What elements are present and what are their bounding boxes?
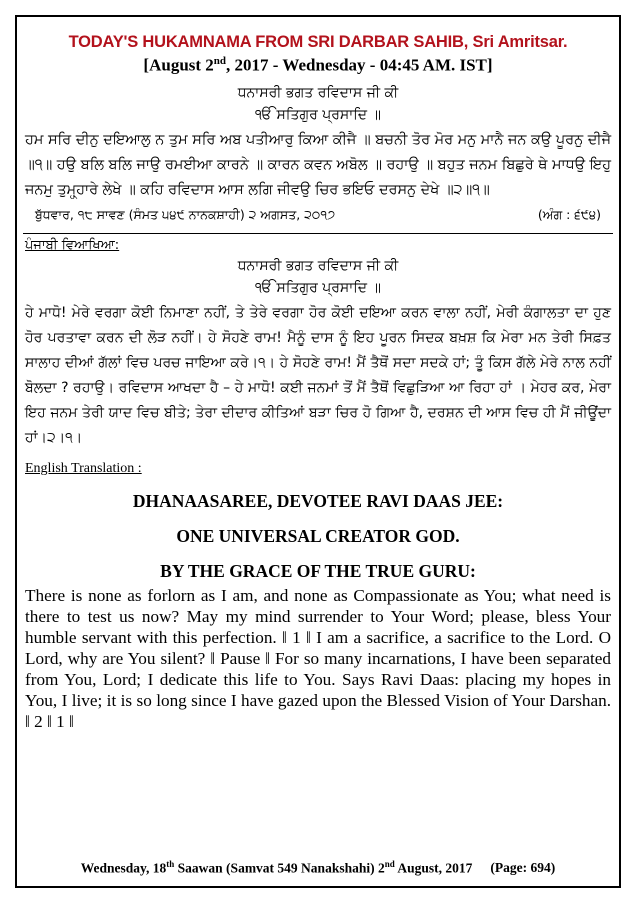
gurbani-mool-line: ੴ ਸਤਿਗੁਰ ਪ੍ਰਸਾਦਿ ॥: [255, 106, 381, 123]
english-heading-raag: DHANAASAREE, DEVOTEE RAVI DAAS JEE:: [132, 490, 504, 511]
footer-tail: August, 2017: [394, 860, 473, 875]
footer-day-suffix: th: [166, 858, 175, 869]
header-date-prefix: [August 2: [143, 55, 214, 75]
footer-day-prefix: Wednesday, 18: [80, 860, 167, 875]
footer-date: [17, 859, 619, 877]
footer-middle: Saawan (Samvat 549 Nanakshahi) 2: [174, 860, 385, 875]
vyakhya-raag-line: ਧਨਾਸਰੀ ਭਗਤ ਰਵਿਦਾਸ ਜੀ ਕੀ: [237, 257, 399, 274]
gurbani-text: ਹਮ ਸਰਿ ਦੀਨੁ ਦਇਆਲੁ ਨ ਤੁਮ ਸਰਿ ਅਬ ਪਤੀਆਰੁ ਕਿਆ ਕੀਜੈ ॥ ਬਚਨੀ ਤੋਰ ਮੋਰ ਮਨੁ ਮਾਨੈ ਜਨ ਕਉ ਪੂਰਨੁ ਦੀਜੈ ॥੧॥ ਹਉ ਬਲਿ ਬਲਿ ਜਾਉ ਰਮਈਆ ਕਾਰਨੇ ॥ ਕਾਰਨ ਕਵਨ ਅਬੋਲ ॥ ਰਹਾਉ ॥ ਬਹੁਤ ਜਨਮ ਬਿਛੁਰੇ ਥੇ ਮਾਧਉ ਇਹੁ ਜਨਮੁ ਤੁਮ੍ਹ੍ਹਾਰੇ ਲੇਖੇ ॥ ਕਹਿ ਰਵਿਦਾਸ ਆਸ ਲਗਿ ਜੀਵਉ ਚਿਰ ਭਇਓ ਦਰਸਨੁ ਦੇਖੇ ॥੨॥੧॥: [25, 131, 611, 198]
english-translation-text: There is none as forlorn as I am, and none as Compassionate as You; what need is there to test us now? May my mind surrender to Your Word; please, bless Your humble servant with this perfection. ‖ 1 ‖ I am a sacrifice, a sacrifice to the Lord. O Lord, why are You silent? ‖ Pause ‖ For so many incarnations, I have been separated from You, Lord; I dedicate this life to You. Says Ravi Daas: placing my hopes in You, I live; it is so long since I have gazed upon the Blessed Vision of Your Darshan. ‖ 2 ‖ 1 ‖: [25, 585, 611, 731]
header-date: [17, 55, 619, 76]
english-heading-creator: ONE UNIVERSAL CREATOR GOD.: [176, 525, 460, 546]
header-date-suffix: nd: [213, 55, 227, 67]
ang-reference: (ਅੰਗ : ੬੯੪): [537, 206, 601, 222]
vyakhya-mool-line: ੴ ਸਤਿਗੁਰ ਪ੍ਰਸਾਦਿ ॥: [255, 279, 381, 296]
header-date-rest: , 2017 - Wednesday - 04:45 AM. IST]: [226, 55, 493, 75]
footer-page-reference: (Page: 694): [490, 860, 556, 875]
punjabi-vyakhya-text: ਹੇ ਮਾਧੋ! ਮੇਰੇ ਵਰਗਾ ਕੋਈ ਨਿਮਾਣਾ ਨਹੀਂ, ਤੇ ਤੇਰੇ ਵਰਗਾ ਹੋਰ ਕੋਈ ਦਇਆ ਕਰਨ ਵਾਲਾ ਨਹੀਂ, ਮੇਰੀ ਕੰਗਾਲਤਾ ਦਾ ਹੁਣ ਹੋਰ ਪਰਤਾਵਾ ਕਰਨ ਦੀ ਲੋੜ ਨਹੀਂ। ਹੇ ਸੋਹਣੇ ਰਾਮ! ਮੈਨੂੰ ਦਾਸ ਨੂੰ ਇਹ ਪੂਰਨ ਸਿਦਕ ਬਖ਼ਸ਼ ਕਿ ਮੇਰਾ ਮਨ ਤੇਰੀ ਸਿਫ਼ਤ ਸਾਲਾਹ ਦੀਆਂ ਗੱਲਾਂ ਵਿਚ ਪਰਚ ਜਾਇਆ ਕਰੇ।੧। ਹੇ ਸੋਹਣੇ ਰਾਮ! ਮੈਂ ਤੈਥੋਂ ਸਦਾ ਸਦਕੇ ਹਾਂ; ਤੂੰ ਕਿਸ ਗੱਲੇ ਮੇਰੇ ਨਾਲ ਨਹੀਂ ਬੋਲਦਾ ? ਰਹਾਉ। ਰਵਿਦਾਸ ਆਖਦਾ ਹੈ – ਹੇ ਮਾਧੋ! ਕਈ ਜਨਮਾਂ ਤੋਂ ਮੈਂ ਤੈਥੋਂ ਵਿਛੁੜਿਆ ਆ ਰਿਹਾ ਹਾਂ । ਮੇਹਰ ਕਰ, ਮੇਰਾ ਇਹ ਜਨਮ ਤੇਰੀ ਯਾਦ ਵਿਚ ਬੀਤੇ; ਤੇਰਾ ਦੀਦਾਰ ਕੀਤਿਆਂ ਬੜਾ ਚਿਰ ਹੋ ਗਿਆ ਹੈ, ਦਰਸ਼ਨ ਦੀ ਆਸ ਵਿਚ ਹੀ ਮੈਂ ਜੀਊਂਦਾ ਹਾਂ।੨।੧।: [25, 304, 611, 446]
punjabi-vyakhya-label: ਪੰਜਾਬੀ ਵਿਆਖਿਆ:: [25, 237, 120, 253]
punjabi-date-row: [25, 207, 611, 223]
hukamnama-page: [15, 15, 621, 888]
english-translation-label: English Translation :: [25, 460, 142, 476]
footer-month-suffix: nd: [384, 858, 395, 869]
gurbani-raag-line: ਧਨਾਸਰੀ ਭਗਤ ਰਵਿਦਾਸ ਜੀ ਕੀ: [237, 84, 399, 101]
page-title: TODAY'S HUKAMNAMA FROM SRI DARBAR SAHIB, Sri Amritsar.: [68, 33, 568, 51]
section-divider: [23, 233, 613, 234]
english-heading-grace: BY THE GRACE OF THE TRUE GURU:: [160, 560, 476, 581]
punjabi-date: ਬੁੱਧਵਾਰ, ੧੮ ਸਾਵਣ (ਸੰਮਤ ੫੪੯ ਨਾਨਕਸ਼ਾਹੀ) ੨ ਅਗਸਤ, ੨੦੧੭: [35, 206, 336, 222]
